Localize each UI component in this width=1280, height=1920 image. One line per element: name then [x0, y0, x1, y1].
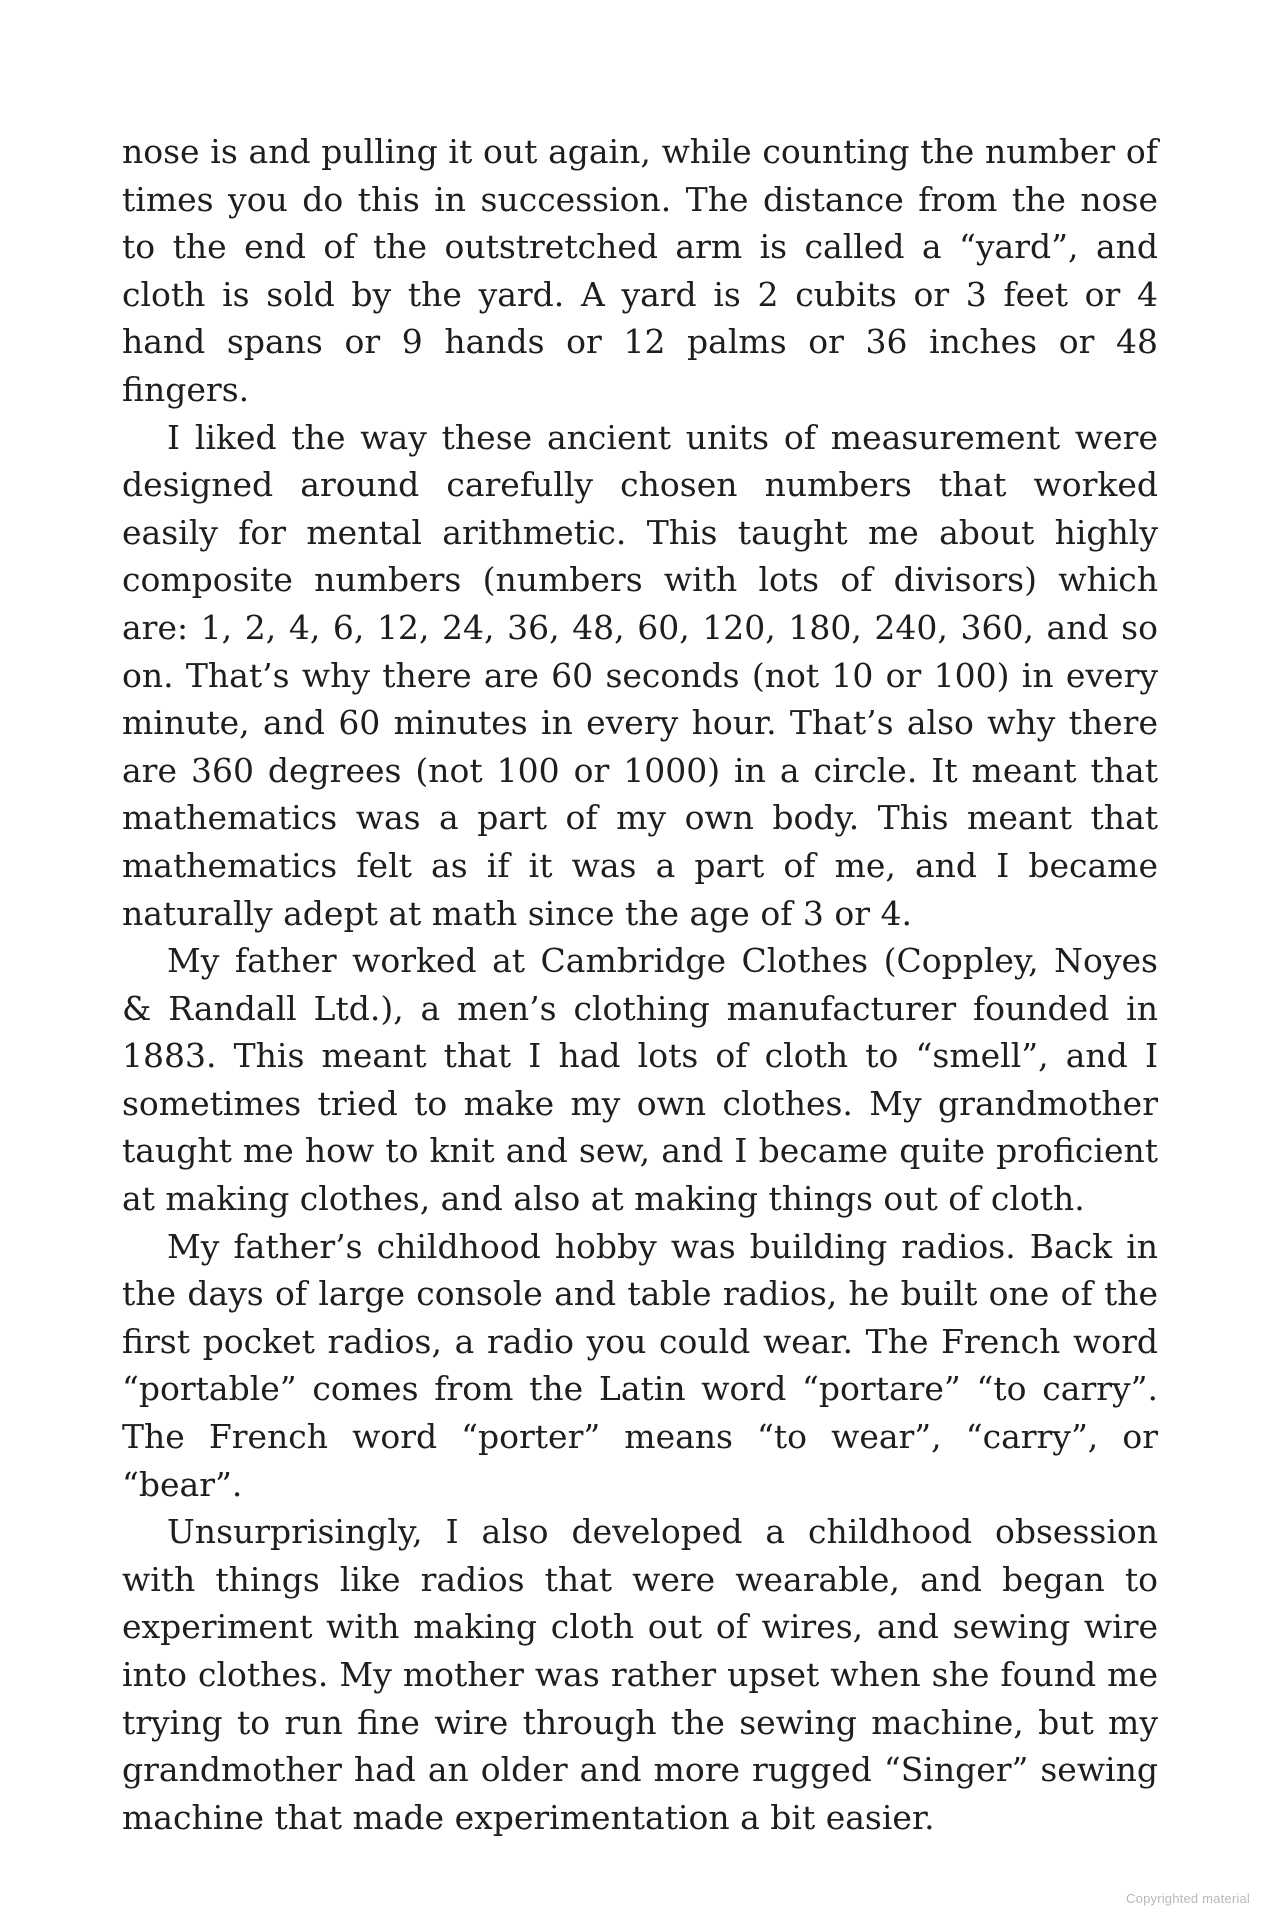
page-body [122, 128, 1158, 1841]
copyright-watermark: Copyrighted material [1126, 1891, 1250, 1906]
paragraph-3: My father worked at Cambridge Clothes (Coppley, Noyes & Randall Ltd.), a men’s clothing manufacturer founded in 1883. This meant that I had lots of cloth to “smell”, and I sometimes tried to make my own clothes. My grandmother taught me how to knit and sew, and I became quite proficient at making clothes, and also at making things out of cloth. [122, 941, 1158, 1219]
paragraph-5: Unsurprisingly, I also developed a childhood obsession with things like radios that were wearable, and began to experiment with making cloth out of wires, and sewing wire into clothes. My mother was rather upset when she found me trying to run fine wire through the sewing machine, but my grandmother had an older and more rugged “Singer” sewing machine that made experimentation a bit easier. [122, 1512, 1158, 1837]
paragraph-1: nose is and pulling it out again, while counting the number of times you do this in succession. The distance from the nose to the end of the outstretched arm is called a “yard”, and cloth is sold by the yard. A yard is 2 cubits or 3 feet or 4 hand spans or 9 hands or 12 palms or 36 inches or 48 fingers. [122, 132, 1158, 409]
paragraph-4: My father’s childhood hobby was building radios. Back in the days of large console and table radios, he built one of the first pocket radios, a radio you could wear. The French word “portable” comes from the Latin word “portare” “to carry”. The French word “porter” means “to wear”, “carry”, or “bear”. [122, 1226, 1158, 1504]
paragraph-2: I liked the way these ancient units of measurement were designed around carefully chosen numbers that worked easily for mental arithmetic. This taught me about highly composite numbers (numbers with lots of divisors) which are: 1, 2, 4, 6, 12, 24, 36, 48, 60, 120, 180, 240, 360, and so on. That’s why there are 60 seconds (not 10 or 100) in every minute, and 60 minutes in every hour. That’s also why there are 360 degrees (not 100 or 1000) in a circle. It meant that mathematics was a part of my own body. This meant that mathematics felt as if it was a part of me, and I became naturally adept at math since the age of 3 or 4. [122, 417, 1158, 933]
